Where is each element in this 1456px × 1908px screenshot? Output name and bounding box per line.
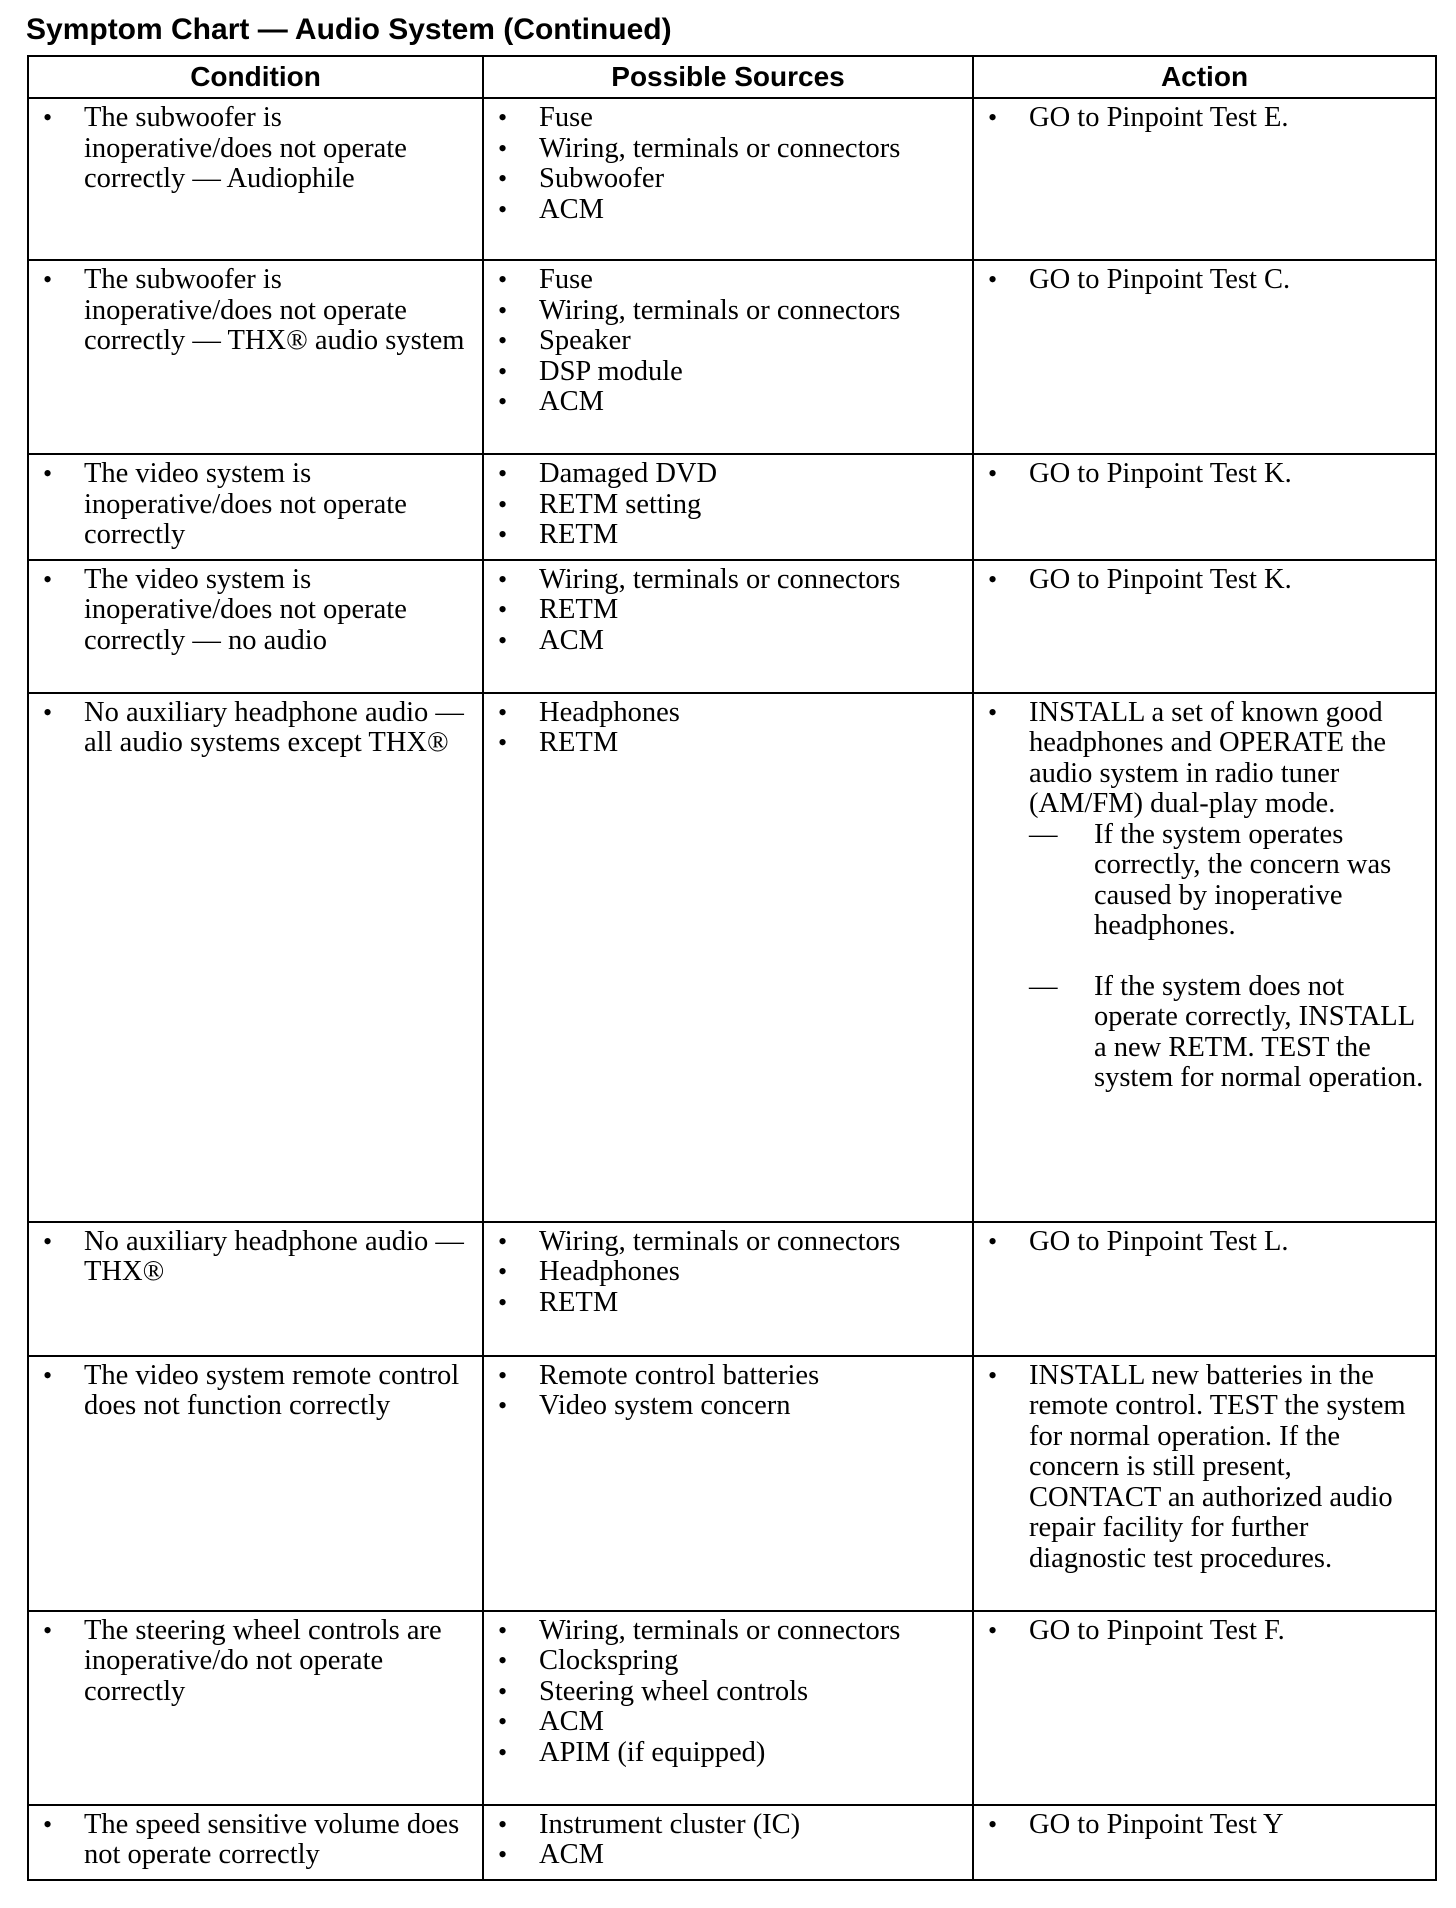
action-item [982,698,1427,1094]
condition-cell [28,260,483,454]
table-header-row [28,56,1436,98]
condition-cell [28,98,483,260]
source-item: • Fuse [492,265,964,296]
action-subitem: — If the system does not operate correctly, INSTALL a new RETM. TEST the system for normal operation. [1029,972,1427,1094]
action-cell [973,1805,1436,1880]
sources-cell [483,454,973,560]
action-text: • GO to Pinpoint Test E. [982,103,1427,134]
condition-text: • No auxiliary headphone audio — THX® [37,1227,474,1288]
source-item: • Video system concern [492,1391,964,1422]
source-item: • ACM [492,387,964,418]
source-item: • Wiring, terminals or connectors [492,296,964,327]
header-possible-sources: Possible Sources [483,56,973,98]
source-item: • Wiring, terminals or connectors [492,565,964,596]
action-cell [973,1611,1436,1805]
condition-cell [28,560,483,693]
action-cell [973,1356,1436,1611]
source-item: • Headphones [492,1257,964,1288]
sources-cell [483,1222,973,1356]
source-item: • Wiring, terminals or connectors [492,1616,964,1647]
source-item: • Clockspring [492,1646,964,1677]
condition-text: • The speed sensitive volume does not operate correctly [37,1810,474,1871]
source-item: • Damaged DVD [492,459,964,490]
condition-cell [28,454,483,560]
source-item: • Wiring, terminals or connectors [492,134,964,165]
table-row [28,1222,1436,1356]
source-item: • ACM [492,1840,964,1871]
action-text: • GO to Pinpoint Test F. [982,1616,1427,1647]
action-text: • GO to Pinpoint Test K. [982,565,1427,596]
table-row [28,454,1436,560]
sources-cell [483,693,973,1222]
action-cell [973,454,1436,560]
action-subitem: — If the system operates correctly, the concern was caused by inoperative headphones. [1029,820,1427,942]
header-action: Action [973,56,1436,98]
source-item: • Wiring, terminals or connectors [492,1227,964,1258]
condition-text: • The video system is inoperative/does not operate correctly — no audio [37,565,474,657]
page-title: Symptom Chart — Audio System (Continued) [26,13,672,46]
source-item: • Steering wheel controls [492,1677,964,1708]
action-cell [973,560,1436,693]
source-item: • ACM [492,1707,964,1738]
source-item: • Headphones [492,698,964,729]
source-item: • Instrument cluster (IC) [492,1810,964,1841]
source-item: • Fuse [492,103,964,134]
action-text: • GO to Pinpoint Test K. [982,459,1427,490]
table-row [28,1805,1436,1880]
source-item: • APIM (if equipped) [492,1738,964,1769]
condition-text: • The video system remote control does not function correctly [37,1361,474,1422]
condition-text: • The subwoofer is inoperative/does not operate correctly — Audiophile [37,103,474,195]
source-item: • Speaker [492,326,964,357]
source-item: • DSP module [492,357,964,388]
header-condition: Condition [28,56,483,98]
table-row [28,260,1436,454]
source-item: • Subwoofer [492,164,964,195]
sources-cell [483,560,973,693]
condition-cell [28,1356,483,1611]
condition-text: • No auxiliary headphone audio — all audio systems except THX® [37,698,474,759]
table-row [28,1611,1436,1805]
action-text: • GO to Pinpoint Test L. [982,1227,1427,1258]
action-cell [973,1222,1436,1356]
condition-cell [28,1805,483,1880]
sources-cell [483,1805,973,1880]
action-text: • INSTALL new batteries in the remote control. TEST the system for normal operation. If the concern is still present, CONTACT an authorized audio repair facility for further diagnostic test procedures. [982,1361,1427,1575]
condition-text: • The subwoofer is inoperative/does not operate correctly — THX® audio system [37,265,474,357]
condition-text: • The steering wheel controls are inoperative/do not operate correctly [37,1616,474,1708]
condition-cell [28,1611,483,1805]
action-text: INSTALL a set of known good headphones and OPERATE the audio system in radio tuner (AM/FM) dual-play mode. [1029,696,1386,819]
sources-cell [483,260,973,454]
table-row [28,98,1436,260]
condition-text: • The video system is inoperative/does not operate correctly [37,459,474,551]
condition-cell [28,1222,483,1356]
condition-cell [28,693,483,1222]
sources-cell [483,1356,973,1611]
symptom-chart-table [27,55,1437,1881]
table-row [28,560,1436,693]
action-cell [973,693,1436,1222]
source-item: • RETM setting [492,490,964,521]
source-item: • RETM [492,520,964,551]
source-item: • RETM [492,595,964,626]
action-text: • GO to Pinpoint Test C. [982,265,1427,296]
table-row [28,693,1436,1222]
sources-cell [483,1611,973,1805]
source-item: • ACM [492,626,964,657]
source-item: • ACM [492,195,964,226]
table-row [28,1356,1436,1611]
source-item: • RETM [492,728,964,759]
sources-cell [483,98,973,260]
action-text: • GO to Pinpoint Test Y [982,1810,1427,1841]
source-item: • Remote control batteries [492,1361,964,1392]
source-item: • RETM [492,1288,964,1319]
action-cell [973,98,1436,260]
action-cell [973,260,1436,454]
